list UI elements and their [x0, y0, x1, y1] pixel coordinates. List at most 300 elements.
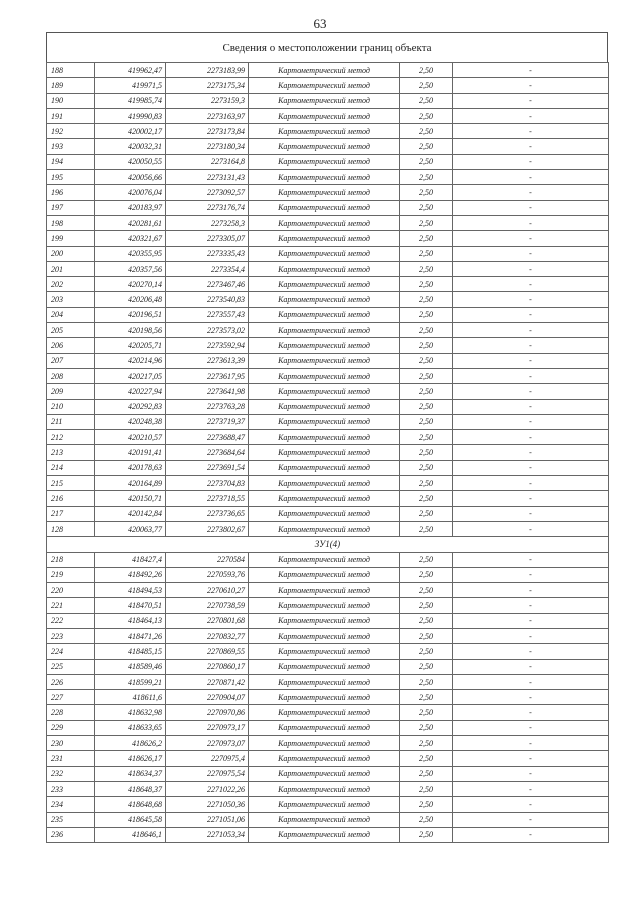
cell-coord-x: 419971,5 — [95, 78, 166, 93]
table-row — [47, 659, 609, 674]
cell-coord-y: 2273163,97 — [166, 108, 249, 123]
cell-method: Картометрический метод — [249, 751, 400, 766]
table-row — [47, 690, 609, 705]
cell-note: - — [453, 63, 609, 78]
cell-coord-y: 2273131,43 — [166, 170, 249, 185]
cell-point-number: 209 — [47, 384, 95, 399]
cell-method: Картометрический метод — [249, 644, 400, 659]
cell-note: - — [453, 292, 609, 307]
cell-note: - — [453, 139, 609, 154]
table-row — [47, 766, 609, 781]
cell-coord-x: 419990,83 — [95, 108, 166, 123]
cell-note: - — [453, 170, 609, 185]
cell-accuracy: 2,50 — [400, 751, 453, 766]
cell-note: - — [453, 705, 609, 720]
cell-point-number: 196 — [47, 185, 95, 200]
cell-coord-x: 418589,46 — [95, 659, 166, 674]
cell-point-number: 210 — [47, 399, 95, 414]
cell-point-number: 227 — [47, 690, 95, 705]
cell-method: Картометрический метод — [249, 797, 400, 812]
table-row — [47, 598, 609, 613]
cell-note: - — [453, 720, 609, 735]
cell-coord-y: 2270593,76 — [166, 567, 249, 582]
cell-point-number: 204 — [47, 307, 95, 322]
cell-accuracy: 2,50 — [400, 200, 453, 215]
cell-point-number: 191 — [47, 108, 95, 123]
cell-method: Картометрический метод — [249, 690, 400, 705]
cell-accuracy: 2,50 — [400, 78, 453, 93]
table-row — [47, 323, 609, 338]
cell-coord-x: 418464,13 — [95, 613, 166, 628]
cell-note: - — [453, 414, 609, 429]
cell-method: Картометрический метод — [249, 521, 400, 536]
cell-method: Картометрический метод — [249, 720, 400, 735]
cell-coord-y: 2273763,28 — [166, 399, 249, 414]
cell-note: - — [453, 736, 609, 751]
cell-accuracy: 2,50 — [400, 170, 453, 185]
cell-method: Картометрический метод — [249, 827, 400, 842]
cell-point-number: 228 — [47, 705, 95, 720]
cell-coord-y: 2273704,83 — [166, 476, 249, 491]
table-row — [47, 384, 609, 399]
cell-method: Картометрический метод — [249, 261, 400, 276]
cell-method: Картометрический метод — [249, 812, 400, 827]
table-body — [47, 63, 609, 843]
cell-coord-x: 420321,67 — [95, 231, 166, 246]
cell-note: - — [453, 323, 609, 338]
cell-coord-x: 420196,51 — [95, 307, 166, 322]
cell-coord-x: 418626,2 — [95, 736, 166, 751]
cell-point-number: 211 — [47, 414, 95, 429]
cell-coord-y: 2270869,55 — [166, 644, 249, 659]
cell-method: Картометрический метод — [249, 659, 400, 674]
cell-accuracy: 2,50 — [400, 277, 453, 292]
cell-coord-y: 2273173,84 — [166, 124, 249, 139]
cell-note: - — [453, 797, 609, 812]
cell-coord-y: 2273718,55 — [166, 491, 249, 506]
cell-method: Картометрический метод — [249, 736, 400, 751]
cell-accuracy: 2,50 — [400, 812, 453, 827]
cell-method: Картометрический метод — [249, 185, 400, 200]
cell-point-number: 197 — [47, 200, 95, 215]
cell-point-number: 232 — [47, 766, 95, 781]
cell-accuracy: 2,50 — [400, 766, 453, 781]
cell-coord-x: 420227,94 — [95, 384, 166, 399]
cell-method: Картометрический метод — [249, 628, 400, 643]
cell-accuracy: 2,50 — [400, 384, 453, 399]
cell-note: - — [453, 353, 609, 368]
cell-accuracy: 2,50 — [400, 644, 453, 659]
cell-accuracy: 2,50 — [400, 797, 453, 812]
cell-accuracy: 2,50 — [400, 292, 453, 307]
cell-coord-y: 2270973,17 — [166, 720, 249, 735]
table-row — [47, 200, 609, 215]
table-row — [47, 368, 609, 383]
cell-coord-x: 420270,14 — [95, 277, 166, 292]
cell-accuracy: 2,50 — [400, 705, 453, 720]
cell-coord-x: 418626,17 — [95, 751, 166, 766]
cell-method: Картометрический метод — [249, 705, 400, 720]
cell-coord-x: 420002,17 — [95, 124, 166, 139]
cell-method: Картометрический метод — [249, 384, 400, 399]
cell-point-number: 234 — [47, 797, 95, 812]
cell-note: - — [453, 399, 609, 414]
table-row — [47, 246, 609, 261]
cell-coord-y: 2270738,59 — [166, 598, 249, 613]
cell-note: - — [453, 246, 609, 261]
table-row — [47, 231, 609, 246]
cell-accuracy: 2,50 — [400, 736, 453, 751]
cell-point-number: 205 — [47, 323, 95, 338]
table-row — [47, 583, 609, 598]
cell-accuracy: 2,50 — [400, 399, 453, 414]
cell-coord-x: 420214,96 — [95, 353, 166, 368]
cell-method: Картометрический метод — [249, 170, 400, 185]
cell-coord-x: 420248,38 — [95, 414, 166, 429]
table-row — [47, 628, 609, 643]
cell-method: Картометрический метод — [249, 93, 400, 108]
cell-note: - — [453, 231, 609, 246]
cell-accuracy: 2,50 — [400, 63, 453, 78]
cell-method: Картометрический метод — [249, 231, 400, 246]
cell-accuracy: 2,50 — [400, 154, 453, 169]
cell-accuracy: 2,50 — [400, 231, 453, 246]
cell-coord-x: 420205,71 — [95, 338, 166, 353]
cell-point-number: 225 — [47, 659, 95, 674]
cell-coord-y: 2273617,95 — [166, 368, 249, 383]
cell-method: Картометрический метод — [249, 613, 400, 628]
cell-note: - — [453, 827, 609, 842]
table-row — [47, 613, 609, 628]
table-row — [47, 751, 609, 766]
cell-note: - — [453, 567, 609, 582]
cell-point-number: 223 — [47, 628, 95, 643]
cell-coord-y: 2273641,98 — [166, 384, 249, 399]
cell-accuracy: 2,50 — [400, 124, 453, 139]
cell-coord-y: 2270584 — [166, 552, 249, 567]
cell-method: Картометрический метод — [249, 445, 400, 460]
cell-coord-x: 420210,57 — [95, 430, 166, 445]
cell-method: Картометрический метод — [249, 78, 400, 93]
cell-method: Картометрический метод — [249, 323, 400, 338]
cell-coord-y: 2273180,34 — [166, 139, 249, 154]
cell-method: Картометрический метод — [249, 307, 400, 322]
cell-coord-y: 2273258,3 — [166, 215, 249, 230]
cell-coord-y: 2271022,26 — [166, 781, 249, 796]
table-row — [47, 78, 609, 93]
cell-note: - — [453, 628, 609, 643]
cell-point-number: 229 — [47, 720, 95, 735]
cell-coord-y: 2271051,06 — [166, 812, 249, 827]
cell-point-number: 208 — [47, 368, 95, 383]
cell-point-number: 203 — [47, 292, 95, 307]
cell-coord-y: 2273183,99 — [166, 63, 249, 78]
cell-note: - — [453, 690, 609, 705]
cell-note: - — [453, 445, 609, 460]
cell-note: - — [453, 430, 609, 445]
cell-coord-x: 418427,4 — [95, 552, 166, 567]
cell-method: Картометрический метод — [249, 476, 400, 491]
cell-method: Картометрический метод — [249, 277, 400, 292]
cell-method: Картометрический метод — [249, 338, 400, 353]
cell-method: Картометрический метод — [249, 583, 400, 598]
cell-note: - — [453, 552, 609, 567]
table-header: Сведения о местоположении границ объекта — [46, 32, 608, 62]
cell-coord-x: 420217,05 — [95, 368, 166, 383]
cell-coord-x: 420198,56 — [95, 323, 166, 338]
cell-note: - — [453, 491, 609, 506]
cell-coord-x: 420183,97 — [95, 200, 166, 215]
cell-coord-x: 420142,84 — [95, 506, 166, 521]
cell-coord-x: 420355,95 — [95, 246, 166, 261]
cell-point-number: 188 — [47, 63, 95, 78]
cell-point-number: 220 — [47, 583, 95, 598]
table-row — [47, 476, 609, 491]
cell-coord-y: 2270801,68 — [166, 613, 249, 628]
cell-note: - — [453, 521, 609, 536]
table-row — [47, 353, 609, 368]
cell-accuracy: 2,50 — [400, 323, 453, 338]
cell-point-number: 202 — [47, 277, 95, 292]
cell-point-number: 212 — [47, 430, 95, 445]
cell-method: Картометрический метод — [249, 460, 400, 475]
table-row — [47, 552, 609, 567]
cell-note: - — [453, 476, 609, 491]
cell-accuracy: 2,50 — [400, 185, 453, 200]
cell-accuracy: 2,50 — [400, 139, 453, 154]
table-row — [47, 797, 609, 812]
cell-coord-x: 418645,58 — [95, 812, 166, 827]
table-row — [47, 93, 609, 108]
table-row — [47, 781, 609, 796]
cell-note: - — [453, 154, 609, 169]
cell-point-number: 206 — [47, 338, 95, 353]
cell-point-number: 192 — [47, 124, 95, 139]
table-row — [47, 261, 609, 276]
cell-note: - — [453, 338, 609, 353]
cell-note: - — [453, 781, 609, 796]
cell-note: - — [453, 674, 609, 689]
cell-accuracy: 2,50 — [400, 445, 453, 460]
cell-point-number: 200 — [47, 246, 95, 261]
cell-coord-x: 420281,61 — [95, 215, 166, 230]
table-row — [47, 445, 609, 460]
cell-note: - — [453, 261, 609, 276]
cell-point-number: 199 — [47, 231, 95, 246]
cell-coord-y: 2271053,34 — [166, 827, 249, 842]
cell-accuracy: 2,50 — [400, 368, 453, 383]
cell-note: - — [453, 766, 609, 781]
cell-point-number: 198 — [47, 215, 95, 230]
table-row — [47, 460, 609, 475]
cell-note: - — [453, 78, 609, 93]
cell-coord-x: 420050,55 — [95, 154, 166, 169]
cell-accuracy: 2,50 — [400, 720, 453, 735]
cell-accuracy: 2,50 — [400, 491, 453, 506]
cell-method: Картометрический метод — [249, 353, 400, 368]
cell-method: Картометрический метод — [249, 552, 400, 567]
cell-point-number: 226 — [47, 674, 95, 689]
cell-coord-x: 418648,68 — [95, 797, 166, 812]
cell-coord-y: 2273688,47 — [166, 430, 249, 445]
cell-point-number: 207 — [47, 353, 95, 368]
cell-method: Картометрический метод — [249, 292, 400, 307]
cell-coord-y: 2273684,64 — [166, 445, 249, 460]
cell-note: - — [453, 277, 609, 292]
table-row — [47, 154, 609, 169]
table-row — [47, 63, 609, 78]
cell-accuracy: 2,50 — [400, 567, 453, 582]
cell-point-number: 236 — [47, 827, 95, 842]
cell-method: Картометрический метод — [249, 139, 400, 154]
cell-coord-x: 418632,98 — [95, 705, 166, 720]
cell-point-number: 201 — [47, 261, 95, 276]
cell-coord-x: 420150,71 — [95, 491, 166, 506]
cell-note: - — [453, 124, 609, 139]
cell-point-number: 221 — [47, 598, 95, 613]
cell-method: Картометрический метод — [249, 506, 400, 521]
cell-coord-y: 2273613,39 — [166, 353, 249, 368]
cell-accuracy: 2,50 — [400, 108, 453, 123]
cell-coord-y: 2270973,07 — [166, 736, 249, 751]
cell-method: Картометрический метод — [249, 674, 400, 689]
cell-coord-x: 420206,48 — [95, 292, 166, 307]
cell-accuracy: 2,50 — [400, 307, 453, 322]
cell-note: - — [453, 751, 609, 766]
cell-coord-y: 2273092,57 — [166, 185, 249, 200]
cell-coord-x: 418611,6 — [95, 690, 166, 705]
cell-point-number: 233 — [47, 781, 95, 796]
cell-coord-y: 2273540,83 — [166, 292, 249, 307]
cell-coord-y: 2273335,43 — [166, 246, 249, 261]
cell-coord-y: 2273736,65 — [166, 506, 249, 521]
cell-method: Картометрический метод — [249, 598, 400, 613]
cell-coord-y: 2270970,86 — [166, 705, 249, 720]
table-row — [47, 827, 609, 842]
cell-coord-x: 418646,1 — [95, 827, 166, 842]
cell-method: Картометрический метод — [249, 63, 400, 78]
cell-method: Картометрический метод — [249, 368, 400, 383]
cell-point-number: 128 — [47, 521, 95, 536]
table-row — [47, 674, 609, 689]
cell-note: - — [453, 185, 609, 200]
page-number: 63 — [313, 16, 327, 31]
cell-accuracy: 2,50 — [400, 583, 453, 598]
cell-note: - — [453, 215, 609, 230]
cell-accuracy: 2,50 — [400, 552, 453, 567]
table-row — [47, 277, 609, 292]
cell-coord-x: 420076,04 — [95, 185, 166, 200]
cell-coord-y: 2270832,77 — [166, 628, 249, 643]
cell-coord-x: 418634,37 — [95, 766, 166, 781]
cell-point-number: 222 — [47, 613, 95, 628]
cell-method: Картометрический метод — [249, 491, 400, 506]
cell-point-number: 190 — [47, 93, 95, 108]
cell-point-number: 218 — [47, 552, 95, 567]
section-label: ЗУ1(4) — [47, 537, 609, 552]
cell-accuracy: 2,50 — [400, 430, 453, 445]
cell-note: - — [453, 659, 609, 674]
cell-note: - — [453, 812, 609, 827]
cell-note: - — [453, 583, 609, 598]
cell-method: Картометрический метод — [249, 154, 400, 169]
cell-coord-x: 420357,56 — [95, 261, 166, 276]
cell-point-number: 230 — [47, 736, 95, 751]
cell-note: - — [453, 93, 609, 108]
section-row — [47, 537, 609, 552]
table-row — [47, 491, 609, 506]
cell-coord-x: 418492,26 — [95, 567, 166, 582]
cell-coord-y: 2273573,02 — [166, 323, 249, 338]
cell-note: - — [453, 598, 609, 613]
table-row — [47, 812, 609, 827]
cell-method: Картометрический метод — [249, 766, 400, 781]
cell-accuracy: 2,50 — [400, 246, 453, 261]
cell-point-number: 215 — [47, 476, 95, 491]
cell-coord-x: 420063,77 — [95, 521, 166, 536]
table-row — [47, 506, 609, 521]
cell-coord-x: 420032,31 — [95, 139, 166, 154]
cell-coord-y: 2270975,4 — [166, 751, 249, 766]
table-row — [47, 108, 609, 123]
table-row — [47, 567, 609, 582]
cell-method: Картометрический метод — [249, 567, 400, 582]
cell-accuracy: 2,50 — [400, 659, 453, 674]
table-row — [47, 307, 609, 322]
cell-accuracy: 2,50 — [400, 353, 453, 368]
table-row — [47, 736, 609, 751]
cell-coord-x: 418471,26 — [95, 628, 166, 643]
table-row — [47, 399, 609, 414]
cell-point-number: 216 — [47, 491, 95, 506]
cell-coord-x: 420292,83 — [95, 399, 166, 414]
cell-coord-y: 2273802,67 — [166, 521, 249, 536]
cell-point-number: 214 — [47, 460, 95, 475]
cell-point-number: 224 — [47, 644, 95, 659]
cell-point-number: 195 — [47, 170, 95, 185]
cell-note: - — [453, 506, 609, 521]
cell-point-number: 219 — [47, 567, 95, 582]
boundary-table — [46, 32, 608, 843]
cell-coord-x: 419962,47 — [95, 63, 166, 78]
cell-coord-y: 2273592,94 — [166, 338, 249, 353]
cell-accuracy: 2,50 — [400, 690, 453, 705]
cell-method: Картометрический метод — [249, 246, 400, 261]
cell-accuracy: 2,50 — [400, 261, 453, 276]
cell-coord-x: 418494,53 — [95, 583, 166, 598]
cell-note: - — [453, 644, 609, 659]
cell-coord-x: 420178,63 — [95, 460, 166, 475]
cell-accuracy: 2,50 — [400, 476, 453, 491]
cell-method: Картометрический метод — [249, 430, 400, 445]
cell-coord-x: 418648,37 — [95, 781, 166, 796]
cell-coord-y: 2273719,37 — [166, 414, 249, 429]
cell-accuracy: 2,50 — [400, 414, 453, 429]
table-row — [47, 705, 609, 720]
table-row — [47, 430, 609, 445]
cell-coord-y: 2273176,74 — [166, 200, 249, 215]
cell-note: - — [453, 460, 609, 475]
cell-accuracy: 2,50 — [400, 628, 453, 643]
table-row — [47, 644, 609, 659]
table-row — [47, 292, 609, 307]
table-row — [47, 338, 609, 353]
cell-point-number: 231 — [47, 751, 95, 766]
cell-method: Картометрический метод — [249, 124, 400, 139]
cell-coord-y: 2273159,3 — [166, 93, 249, 108]
cell-method: Картометрический метод — [249, 108, 400, 123]
cell-accuracy: 2,50 — [400, 215, 453, 230]
